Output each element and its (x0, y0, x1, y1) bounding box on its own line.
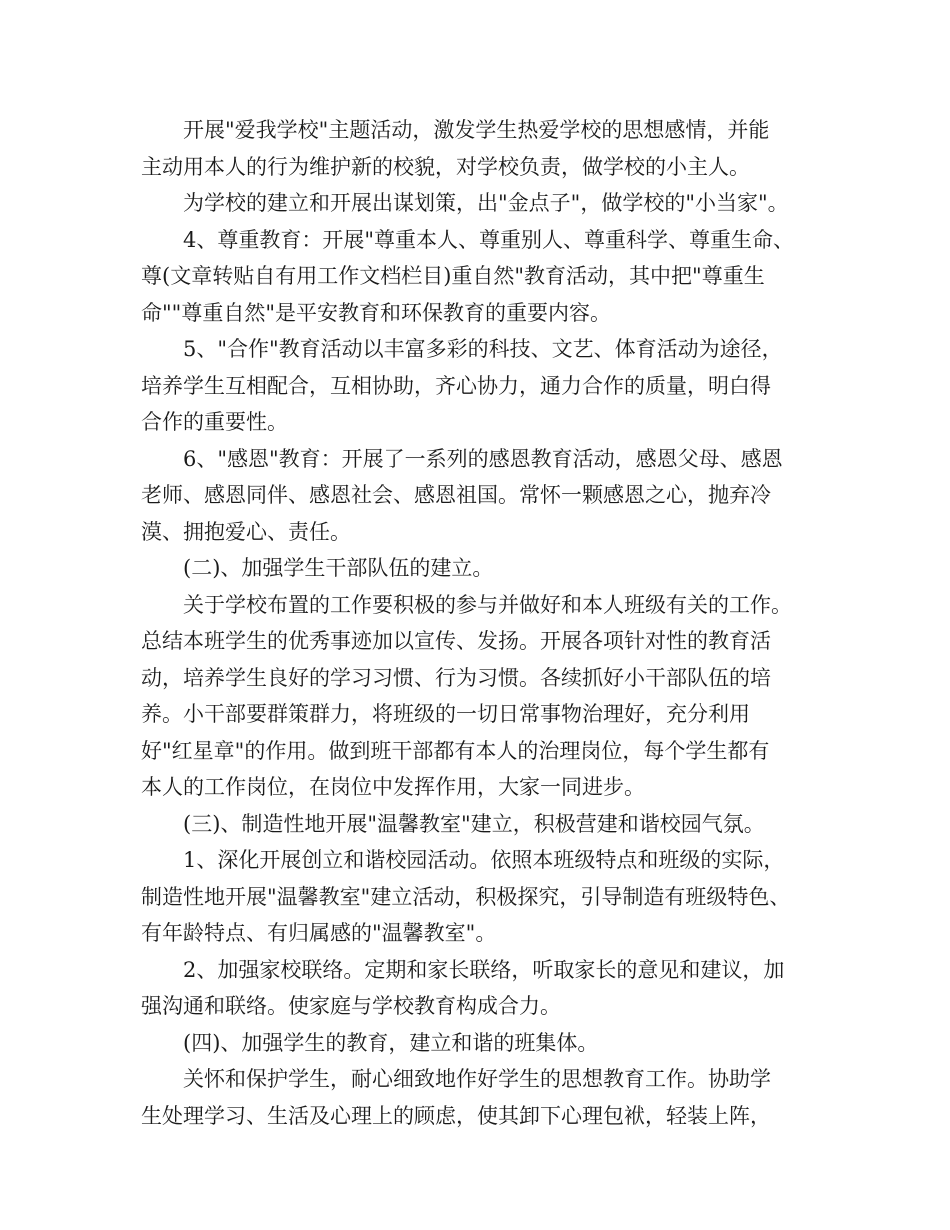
text-line: 好"红星章"的作用。做到班干部都有本人的治理岗位，每个学生都有 (141, 738, 770, 763)
text-line: 培养学生互相配合，互相协助，齐心协力，通力合作的质量，明白得 (141, 373, 771, 398)
document-page (141, 112, 813, 1134)
paragraph-harmonious-campus (141, 842, 813, 952)
section-heading-3 (141, 806, 813, 843)
text-line: 主动用本人的行为维护新的校貌，对学校负责，做学校的小主人。 (141, 154, 750, 179)
text-line: 养。小干部要群策群力，将班级的一切日常事物治理好，充分利用 (141, 702, 750, 726)
text-line: 强沟通和联络。使家庭与学校教育构成合力。 (141, 994, 561, 1018)
text-line: (三)、制造性地开展"温馨教室"建立，积极营建和谐校园气氛。 (183, 811, 765, 836)
paragraph-home-school-contact (141, 952, 813, 1025)
paragraph-student-care (141, 1061, 813, 1134)
text-line: 生处理学习、生活及心理上的顾虑，使其卸下心理包袱，轻装上阵， (141, 1103, 771, 1128)
text-line: 动，培养学生良好的学习习惯、行为习惯。各续抓好小干部队伍的培 (141, 665, 771, 690)
paragraph-gratitude-education (141, 441, 813, 551)
text-line: 为学校的建立和开展出谋划策，出"金点子"，做学校的"小当家"。 (183, 191, 789, 215)
section-heading-2 (141, 550, 813, 587)
text-line: 5、"合作"教育活动以丰富多彩的科技、文艺、体育活动为途径， (183, 337, 783, 361)
text-line: 命""尊重自然"是平安教育和环保教育的重要内容。 (141, 300, 611, 325)
text-line: 合作的重要性。 (141, 410, 288, 434)
text-line: (二)、加强学生干部队伍的建立。 (183, 556, 494, 580)
text-line: 尊(文章转贴自有用工作文档栏目)重自然"教育活动，其中把"尊重生 (141, 264, 765, 288)
text-line: (四)、加强学生的教育，建立和谐的班集体。 (183, 1030, 599, 1055)
text-line: 1、深化开展创立和谐校园活动。依照本班级特点和班级的实际， (183, 848, 785, 872)
section-heading-4 (141, 1025, 813, 1062)
paragraph-student-cadres (141, 587, 813, 806)
text-line: 本人的工作岗位，在岗位中发挥作用，大家一同进步。 (141, 775, 645, 799)
text-line: 老师、感恩同伴、感恩社会、感恩祖国。常怀一颗感恩之心，抛弃冷 (141, 483, 771, 507)
text-line: 制造性地开展"温馨教室"建立活动，积极探究，引导制造有班级特色、 (141, 884, 791, 909)
paragraph-cooperation-education (141, 331, 813, 441)
paragraph-planning (141, 185, 813, 222)
text-line: 总结本班学生的优秀事迹加以宣传、发扬。开展各项针对性的教育活 (141, 629, 771, 653)
text-line: 2、加强家校联络。定期和家长联络，听取家长的意见和建议，加 (183, 957, 785, 982)
paragraph-respect-education (141, 222, 813, 332)
text-line: 漠、拥抱爱心、责任。 (141, 519, 351, 544)
text-line: 关于学校布置的工作要积极的参与并做好和本人班级有关的工作。 (183, 592, 792, 617)
text-line: 有年龄特点、有归属感的"温馨教室"。 (141, 921, 497, 945)
text-line: 4、尊重教育：开展"尊重本人、尊重别人、尊重科学、尊重生命、 (183, 227, 795, 252)
paragraph-school-love (141, 112, 813, 185)
text-line: 关怀和保护学生，耐心细致地作好学生的思想教育工作。协助学 (183, 1067, 771, 1091)
text-line: 开展"爱我学校"主题活动，激发学生热爱学校的思想感情，并能 (183, 118, 770, 142)
text-line: 6、"感恩"教育：开展了一系列的感恩教育活动，感恩父母、感恩 (183, 446, 783, 471)
